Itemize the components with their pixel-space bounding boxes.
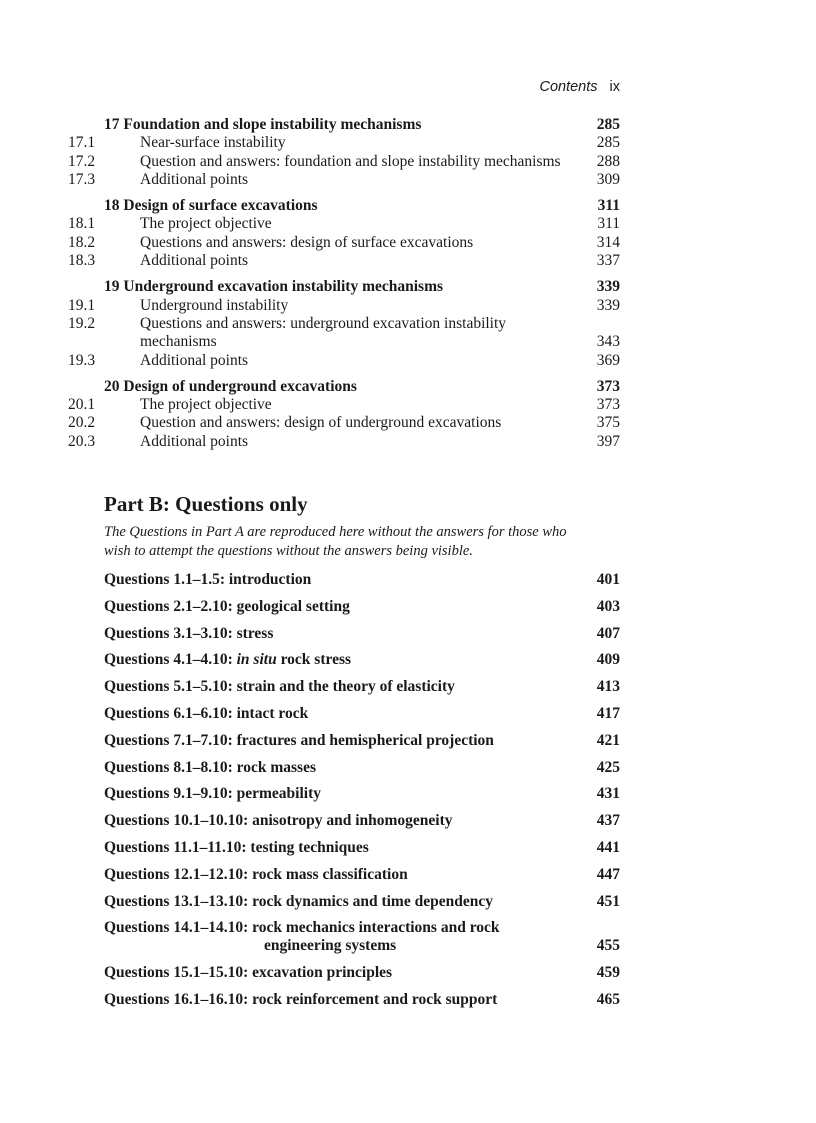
section-title-cell xyxy=(68,215,586,233)
section-number: 17.3 xyxy=(68,170,96,188)
chapter-title: 18 Design of surface excavations xyxy=(104,197,318,215)
question-page: 465 xyxy=(596,990,620,1008)
chapter-entry xyxy=(104,278,620,296)
question-title xyxy=(104,839,586,857)
question-entry xyxy=(104,839,620,857)
chapter-title: 17 Foundation and slope instability mechanisms xyxy=(104,116,422,133)
question-range: Questions 1.1–1.5: xyxy=(104,571,229,588)
section-page: 309 xyxy=(596,170,620,188)
section-title-cell xyxy=(68,314,586,352)
question-title xyxy=(104,651,586,669)
section-number: 17.2 xyxy=(68,152,96,170)
question-entry xyxy=(104,625,620,643)
section-title-cell xyxy=(68,134,586,152)
question-range: Questions 14.1–14.10: xyxy=(104,919,253,937)
question-title xyxy=(104,705,586,723)
question-title xyxy=(104,598,586,616)
question-entry xyxy=(104,785,620,803)
question-range: Questions 9.1–9.10: xyxy=(104,785,237,803)
question-title xyxy=(104,785,586,803)
question-title xyxy=(104,991,586,1009)
question-page: 401 xyxy=(596,571,620,588)
section-number: 19.3 xyxy=(68,351,96,369)
question-entry xyxy=(104,651,620,669)
section-number: 19.2 xyxy=(68,314,96,332)
question-topic: fractures and hemispherical projection xyxy=(236,731,494,749)
chapter-page: 285 xyxy=(596,116,620,133)
question-entry xyxy=(104,678,620,696)
section-title: Additional points xyxy=(140,170,249,188)
section-number: 17.1 xyxy=(68,134,96,152)
section-title: Question and answers: foundation and slope instability mechanisms xyxy=(140,152,561,170)
question-title xyxy=(104,964,586,982)
section-entry xyxy=(68,233,620,252)
question-range: Questions 4.1–4.10: xyxy=(104,651,237,669)
running-head xyxy=(539,79,620,95)
question-topic: intact rock xyxy=(236,704,309,722)
section-entry xyxy=(68,396,620,414)
question-page: 413 xyxy=(596,678,620,696)
section-page: 369 xyxy=(596,351,620,369)
section-number: 18.2 xyxy=(68,233,96,251)
question-page: 407 xyxy=(596,624,620,642)
section-number: 18.1 xyxy=(68,215,96,233)
section-page: 314 xyxy=(596,233,620,251)
section-page: 397 xyxy=(596,432,620,450)
section-title-cell xyxy=(68,351,586,370)
chapter-entry xyxy=(104,197,620,215)
question-range: Questions 13.1–13.10: xyxy=(104,892,253,910)
section-entry xyxy=(68,351,620,370)
question-title xyxy=(104,625,586,643)
question-range: Questions 15.1–15.10: xyxy=(104,964,253,982)
section-title: Additional points xyxy=(140,252,249,270)
section-title: Near-surface instability xyxy=(140,134,286,152)
section-number: 20.2 xyxy=(68,414,96,432)
chapter-entry xyxy=(104,378,620,396)
running-head-title: Contents xyxy=(539,79,598,95)
section-number: 18.3 xyxy=(68,252,96,270)
question-entry xyxy=(104,705,620,723)
part-b-intro: The Questions in Part A are reproduced here without the answers for those who wish to attempt the questions without the answers being visible. xyxy=(104,524,567,559)
question-topic: rock reinforcement and rock support xyxy=(252,990,498,1008)
part-a-contents xyxy=(68,116,620,459)
section-title-cell xyxy=(68,296,586,315)
question-entry xyxy=(104,964,620,982)
question-topic: rock masses xyxy=(236,758,316,776)
question-title xyxy=(104,759,586,777)
section-title-cell xyxy=(68,414,586,432)
chapter-page: 373 xyxy=(596,377,620,395)
section-entry xyxy=(68,252,620,270)
section-title-cell xyxy=(68,170,586,189)
question-page: 425 xyxy=(596,758,620,776)
question-range: Questions 12.1–12.10: xyxy=(104,865,253,883)
question-topic: rock stress xyxy=(276,651,352,669)
section-title: Questions and answers: underground excavation instability mechanisms xyxy=(140,314,507,351)
question-page: 421 xyxy=(596,731,620,749)
chapter-block xyxy=(68,197,620,270)
section-number: 20.1 xyxy=(68,396,96,414)
section-page: 373 xyxy=(596,396,620,414)
section-number: 20.3 xyxy=(68,432,96,450)
part-b-contents xyxy=(104,571,620,1018)
question-range: Questions 11.1–11.10: xyxy=(104,838,251,856)
question-topic: anisotropy and inhomogeneity xyxy=(252,812,453,830)
question-topic: introduction xyxy=(228,571,312,588)
question-topic: excavation principles xyxy=(252,964,393,982)
question-topic: rock mass classification xyxy=(252,865,408,883)
section-entry xyxy=(68,170,620,189)
chapter-block xyxy=(68,377,620,451)
question-title xyxy=(104,866,586,884)
question-title xyxy=(104,571,586,589)
question-topic: geological setting xyxy=(236,597,350,615)
section-title-cell xyxy=(68,432,586,451)
question-page: 451 xyxy=(596,892,620,910)
section-page: 339 xyxy=(596,296,620,314)
section-page: 311 xyxy=(597,215,620,233)
question-topic: strain and the theory of elasticity xyxy=(236,678,455,696)
section-entry xyxy=(68,414,620,432)
section-title: Additional points xyxy=(140,432,249,450)
section-entry xyxy=(68,134,620,152)
question-page: 409 xyxy=(596,651,620,669)
question-page: 431 xyxy=(596,785,620,803)
question-range: Questions 16.1–16.10: xyxy=(104,990,253,1008)
section-entry xyxy=(68,296,620,315)
section-title: The project objective xyxy=(140,396,272,414)
question-title xyxy=(104,812,586,830)
question-entry xyxy=(104,571,620,589)
question-entry xyxy=(104,919,620,955)
question-entry xyxy=(104,759,620,777)
chapter-block xyxy=(68,116,620,189)
section-entry xyxy=(68,152,620,171)
question-topic: testing techniques xyxy=(250,838,369,856)
question-entry xyxy=(104,991,620,1009)
question-topic: rock mechanics interactions and rock xyxy=(252,919,500,937)
question-entry xyxy=(104,732,620,750)
section-entry xyxy=(68,432,620,451)
question-range: Questions 7.1–7.10: xyxy=(104,731,237,749)
section-title-cell xyxy=(68,233,586,252)
question-range: Questions 3.1–3.10: xyxy=(104,624,237,642)
section-page: 288 xyxy=(596,152,620,170)
question-range: Questions 2.1–2.10: xyxy=(104,597,237,615)
running-head-page: ix xyxy=(609,79,620,95)
section-title-cell xyxy=(68,252,586,270)
question-title xyxy=(104,919,586,955)
section-number: 19.1 xyxy=(68,296,96,314)
question-topic: stress xyxy=(236,624,274,642)
question-topic-italic: in situ xyxy=(236,651,277,669)
question-page: 437 xyxy=(596,812,620,830)
question-page: 403 xyxy=(596,597,620,615)
question-range: Questions 10.1–10.10: xyxy=(104,812,253,830)
chapter-title: 19 Underground excavation instability mechanisms xyxy=(104,278,444,296)
section-entry xyxy=(68,215,620,233)
question-entry xyxy=(104,866,620,884)
section-title: Underground instability xyxy=(140,296,289,314)
section-title-cell xyxy=(68,152,586,171)
section-page: 337 xyxy=(596,252,620,270)
question-page: 455 xyxy=(596,937,620,955)
chapter-page: 311 xyxy=(597,197,620,215)
section-title: Additional points xyxy=(140,351,249,369)
section-page: 343 xyxy=(596,333,620,351)
question-range: Questions 8.1–8.10: xyxy=(104,758,237,776)
question-range: Questions 5.1–5.10: xyxy=(104,678,237,696)
question-topic-continued: engineering systems xyxy=(264,937,397,955)
chapter-block xyxy=(68,278,620,369)
section-page: 285 xyxy=(596,134,620,152)
question-entry xyxy=(104,893,620,911)
question-range: Questions 6.1–6.10: xyxy=(104,704,237,722)
question-page: 441 xyxy=(596,838,620,856)
question-entry xyxy=(104,812,620,830)
part-b-heading: Part B: Questions only xyxy=(104,492,308,516)
section-title: Question and answers: design of underground excavations xyxy=(140,414,502,432)
question-topic: rock dynamics and time dependency xyxy=(252,892,493,910)
section-title-cell xyxy=(68,396,586,414)
question-page: 417 xyxy=(596,704,620,722)
question-title xyxy=(104,893,586,911)
section-entry xyxy=(68,314,620,352)
section-title: Questions and answers: design of surface excavations xyxy=(140,233,474,251)
chapter-entry xyxy=(104,116,620,134)
section-title: The project objective xyxy=(140,215,272,233)
question-entry xyxy=(104,598,620,616)
section-page: 375 xyxy=(596,414,620,432)
question-title xyxy=(104,678,586,696)
question-page: 459 xyxy=(596,964,620,982)
question-page: 447 xyxy=(596,865,620,883)
question-title xyxy=(104,732,586,750)
chapter-page: 339 xyxy=(596,278,620,296)
question-topic: permeability xyxy=(236,785,321,803)
chapter-title: 20 Design of underground excavations xyxy=(104,377,357,395)
